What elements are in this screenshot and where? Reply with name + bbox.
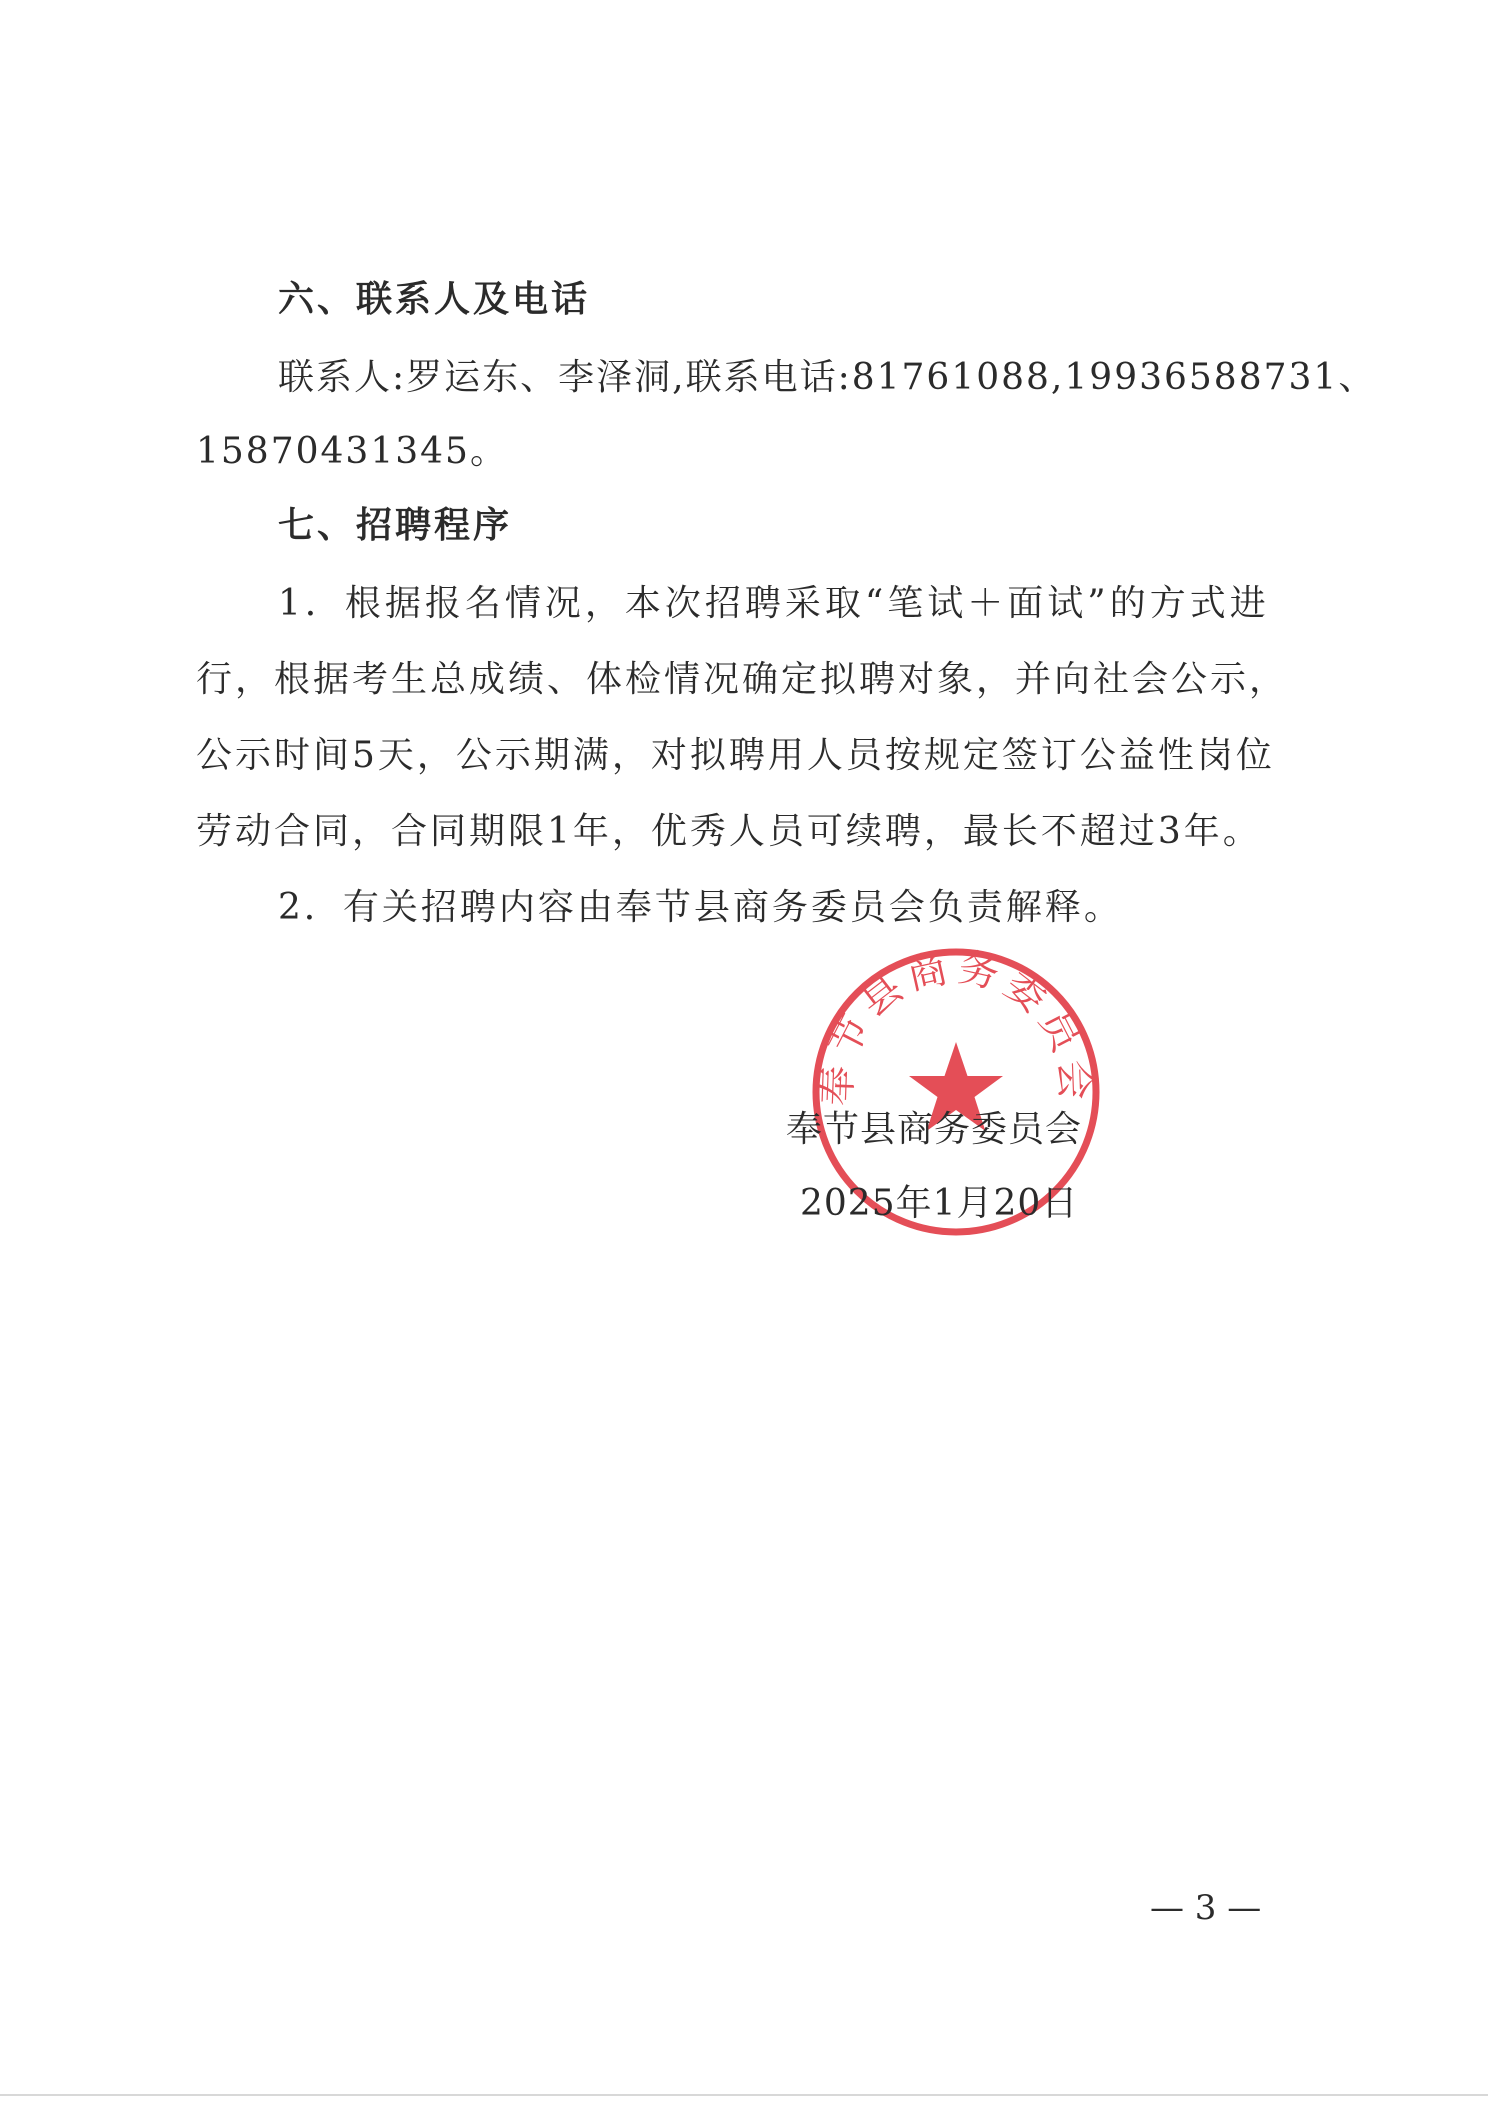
page-number: — 3 —	[1150, 1888, 1262, 1928]
procedure-item1-line1: 1．根据报名情况，本次招聘采取“笔试＋面试”的方式进	[278, 583, 1270, 624]
procedure-item2: 2．有关招聘内容由奉节县商务委员会负责解释。	[278, 887, 1123, 928]
signature-organization: 奉节县商务委员会	[786, 1109, 1083, 1150]
section-six-heading: 六、联系人及电话	[278, 279, 591, 320]
contact-line-1: 联系人:罗运东、李泽洞,联系电话:81761088,19936588731、	[278, 357, 1377, 398]
signature-date: 2025年1月20日	[800, 1183, 1079, 1224]
contact-line-2: 15870431345。	[196, 431, 508, 472]
procedure-item1-line3: 公示时间5天，公示期满，对拟聘用人员按规定签订公益性岗位	[196, 735, 1275, 776]
procedure-item1-line4: 劳动合同，合同期限1年，优秀人员可续聘，最长不超过3年。	[196, 811, 1262, 852]
procedure-item1-line2: 行，根据考生总成绩、体检情况确定拟聘对象，并向社会公示，	[196, 659, 1289, 700]
seal-text: 奉节县商务委员会	[814, 944, 1098, 1107]
page-bottom-edge	[0, 2094, 1488, 2096]
section-seven-heading: 七、招聘程序	[278, 505, 513, 546]
